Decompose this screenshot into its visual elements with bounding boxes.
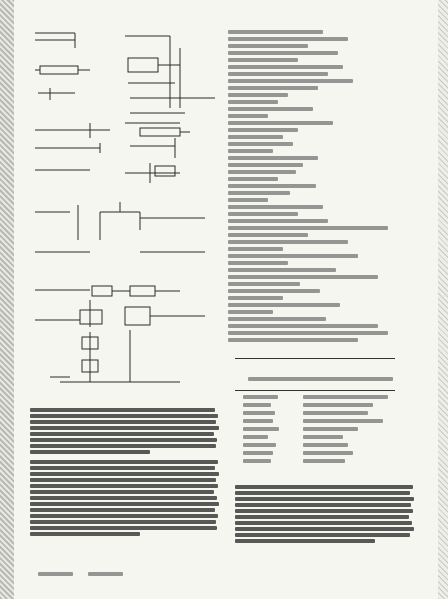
table-rule xyxy=(235,358,395,359)
page-edge xyxy=(438,0,448,599)
table-caption xyxy=(248,377,398,383)
body-paragraph xyxy=(30,408,220,454)
circuit-diagram-middle xyxy=(30,200,210,260)
body-paragraph xyxy=(30,460,220,555)
page-footer xyxy=(38,572,138,578)
program-listing xyxy=(228,30,398,350)
circuit-diagram-top xyxy=(30,28,220,188)
data-table xyxy=(243,395,403,475)
binding-shadow xyxy=(0,0,14,599)
circuit-diagram-bottom xyxy=(30,282,210,397)
body-paragraph xyxy=(235,485,415,547)
table-rule xyxy=(235,390,395,391)
